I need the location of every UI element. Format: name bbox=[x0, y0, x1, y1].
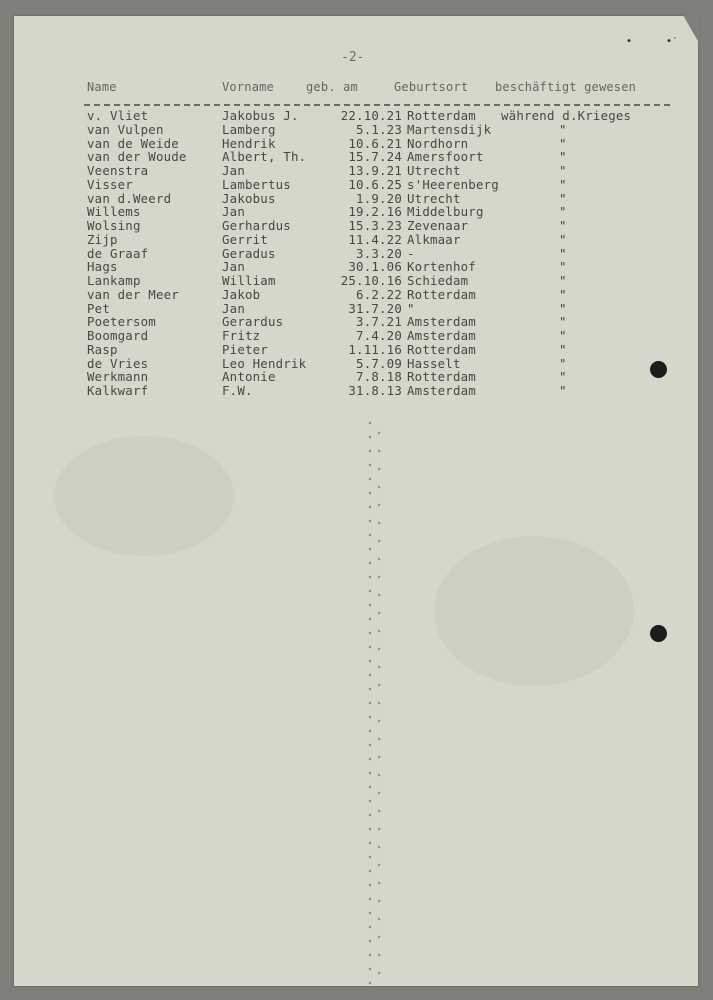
cell-beschaeftigt: " bbox=[559, 190, 567, 206]
perforation-dots bbox=[375, 424, 383, 984]
cell-geburtsort: Utrecht bbox=[407, 163, 461, 178]
cell-name: van d.Weerd bbox=[87, 190, 172, 206]
cell-vorname: Geradus bbox=[222, 245, 276, 261]
cell-name: van de Weide bbox=[87, 135, 179, 151]
cell-geburtsort: Schiedam bbox=[407, 273, 469, 288]
cell-geb-am: 7.8.18 bbox=[356, 369, 402, 385]
cell-geburtsort: Utrecht bbox=[407, 190, 461, 206]
cell-geburtsort: Nordhorn bbox=[407, 135, 469, 151]
cell-name: van Vulpen bbox=[87, 121, 164, 137]
table-row bbox=[14, 288, 698, 302]
table-row bbox=[14, 343, 698, 357]
cell-geburtsort: Kortenhof bbox=[407, 259, 476, 275]
corner-mark: • bbox=[626, 36, 633, 47]
header-geb-am: geb. am bbox=[306, 80, 358, 94]
cell-geb-am: 3.7.21 bbox=[356, 314, 402, 330]
cell-beschaeftigt: " bbox=[559, 383, 567, 398]
cell-geb-am: 22.10.21 bbox=[340, 108, 402, 123]
paper-stain bbox=[434, 536, 634, 686]
cell-name: van der Woude bbox=[87, 149, 187, 165]
cell-name: Pet bbox=[87, 300, 110, 316]
cell-beschaeftigt: " bbox=[559, 355, 567, 371]
cell-beschaeftigt: " bbox=[559, 231, 567, 247]
cell-vorname: F.W. bbox=[222, 383, 253, 398]
cell-geb-am: 31.7.20 bbox=[348, 300, 402, 316]
cell-vorname: Gerhardus bbox=[222, 218, 291, 233]
cell-geburtsort: Rotterdam bbox=[407, 286, 476, 302]
cell-geb-am: 10.6.25 bbox=[348, 176, 402, 192]
table-row bbox=[14, 219, 698, 233]
cell-geburtsort: Rotterdam bbox=[407, 369, 476, 385]
table-row bbox=[14, 384, 698, 398]
cell-vorname: Jan bbox=[222, 259, 245, 275]
cell-name: Kalkwarf bbox=[87, 383, 149, 398]
table-row bbox=[14, 123, 698, 137]
cell-beschaeftigt: " bbox=[559, 273, 567, 288]
cell-beschaeftigt: " bbox=[559, 259, 567, 275]
table-row bbox=[14, 178, 698, 192]
cell-geb-am: 1.9.20 bbox=[356, 190, 402, 206]
cell-geb-am: 13.9.21 bbox=[348, 163, 402, 178]
cell-vorname: Albert, Th. bbox=[222, 149, 307, 165]
cell-name: Zijp bbox=[87, 231, 118, 247]
cell-vorname: Gerardus bbox=[222, 314, 284, 330]
header-geburtsort: Geburtsort bbox=[394, 80, 469, 94]
cell-vorname: Jakobus J. bbox=[222, 108, 299, 123]
cell-beschaeftigt: " bbox=[559, 176, 567, 192]
cell-vorname: Gerrit bbox=[222, 231, 268, 247]
cell-vorname: Jakobus bbox=[222, 190, 276, 206]
cell-vorname: Fritz bbox=[222, 328, 261, 343]
cell-geb-am: 25.10.16 bbox=[340, 273, 402, 288]
corner-mark: •′ bbox=[666, 36, 679, 47]
table-row bbox=[14, 164, 698, 178]
cell-vorname: Lambertus bbox=[222, 176, 291, 192]
cell-beschaeftigt: " bbox=[559, 314, 567, 330]
document-page bbox=[14, 16, 698, 986]
cell-geburtsort: " bbox=[407, 300, 415, 316]
cell-beschaeftigt: " bbox=[559, 121, 567, 137]
cell-name: de Graaf bbox=[87, 245, 149, 261]
punch-hole bbox=[650, 625, 667, 642]
cell-geb-am: 31.8.13 bbox=[348, 383, 402, 398]
cell-beschaeftigt: " bbox=[559, 286, 567, 302]
cell-geb-am: 7.4.20 bbox=[356, 328, 402, 343]
header-rule bbox=[84, 104, 670, 106]
cell-name: v. Vliet bbox=[87, 108, 149, 123]
cell-beschaeftigt: " bbox=[559, 163, 567, 178]
table-row bbox=[14, 329, 698, 343]
table-row bbox=[14, 109, 698, 123]
cell-beschaeftigt: " bbox=[559, 135, 567, 151]
cell-geburtsort: Amersfoort bbox=[407, 149, 484, 165]
cell-name: Lankamp bbox=[87, 273, 141, 288]
cell-beschaeftigt: " bbox=[559, 341, 567, 357]
cell-name: Boomgard bbox=[87, 328, 149, 343]
cell-geb-am: 19.2.16 bbox=[348, 204, 402, 220]
cell-geburtsort: Alkmaar bbox=[407, 231, 461, 247]
cell-geburtsort: Zevenaar bbox=[407, 218, 469, 233]
cell-name: Wolsing bbox=[87, 218, 141, 233]
cell-name: Hags bbox=[87, 259, 118, 275]
cell-vorname: Hendrik bbox=[222, 135, 276, 151]
cell-vorname: Jan bbox=[222, 204, 245, 220]
cell-geb-am: 15.7.24 bbox=[348, 149, 402, 165]
cell-vorname: Leo Hendrik bbox=[222, 355, 307, 371]
cell-name: Rasp bbox=[87, 341, 118, 357]
cell-geburtsort: Martensdijk bbox=[407, 121, 492, 137]
cell-name: de Vries bbox=[87, 355, 149, 371]
cell-beschaeftigt: " bbox=[559, 245, 567, 261]
table-header bbox=[14, 80, 698, 100]
cell-name: Werkmann bbox=[87, 369, 149, 385]
cell-beschaeftigt: " bbox=[559, 149, 567, 165]
cell-vorname: Jan bbox=[222, 163, 245, 178]
cell-beschaeftigt: während d.Krieges bbox=[501, 108, 632, 123]
cell-vorname: Lamberg bbox=[222, 121, 276, 137]
header-name: Name bbox=[87, 80, 117, 94]
cell-geb-am: 1.11.16 bbox=[348, 341, 402, 357]
cell-geburtsort: Rotterdam bbox=[407, 341, 476, 357]
cell-geb-am: 6.2.22 bbox=[356, 286, 402, 302]
cell-beschaeftigt: " bbox=[559, 218, 567, 233]
header-beschaeftigt: beschäftigt gewesen bbox=[495, 80, 637, 94]
cell-name: Willems bbox=[87, 204, 141, 220]
cell-vorname: Jakob bbox=[222, 286, 261, 302]
cell-geb-am: 5.1.23 bbox=[356, 121, 402, 137]
cell-geburtsort: Rotterdam bbox=[407, 108, 476, 123]
cell-geburtsort: Middelburg bbox=[407, 204, 484, 220]
cell-vorname: Pieter bbox=[222, 341, 268, 357]
cell-vorname: Antonie bbox=[222, 369, 276, 385]
cell-geburtsort: Amsterdam bbox=[407, 314, 476, 330]
cell-geburtsort: - bbox=[407, 245, 415, 261]
header-vorname: Vorname bbox=[222, 80, 274, 94]
cell-vorname: Jan bbox=[222, 300, 245, 316]
cell-vorname: William bbox=[222, 273, 276, 288]
cell-geburtsort: Amsterdam bbox=[407, 328, 476, 343]
cell-geburtsort: Hasselt bbox=[407, 355, 461, 371]
cell-geb-am: 10.6.21 bbox=[348, 135, 402, 151]
cell-beschaeftigt: " bbox=[559, 300, 567, 316]
cell-beschaeftigt: " bbox=[559, 369, 567, 385]
cell-geb-am: 3.3.20 bbox=[356, 245, 402, 261]
paper-stain bbox=[54, 436, 234, 556]
cell-geburtsort: Amsterdam bbox=[407, 383, 476, 398]
cell-name: Veenstra bbox=[87, 163, 149, 178]
cell-geb-am: 30.1.06 bbox=[348, 259, 402, 275]
page-number: -2- bbox=[341, 50, 365, 65]
punch-hole bbox=[650, 361, 667, 378]
cell-beschaeftigt: " bbox=[559, 204, 567, 220]
cell-geb-am: 5.7.09 bbox=[356, 355, 402, 371]
cell-name: Poetersom bbox=[87, 314, 156, 330]
cell-name: Visser bbox=[87, 176, 133, 192]
cell-beschaeftigt: " bbox=[559, 328, 567, 343]
table-row bbox=[14, 233, 698, 247]
table-row bbox=[14, 274, 698, 288]
cell-geburtsort: s'Heerenberg bbox=[407, 176, 499, 192]
cell-geb-am: 11.4.22 bbox=[348, 231, 402, 247]
cell-name: van der Meer bbox=[87, 286, 179, 302]
cell-geb-am: 15.3.23 bbox=[348, 218, 402, 233]
